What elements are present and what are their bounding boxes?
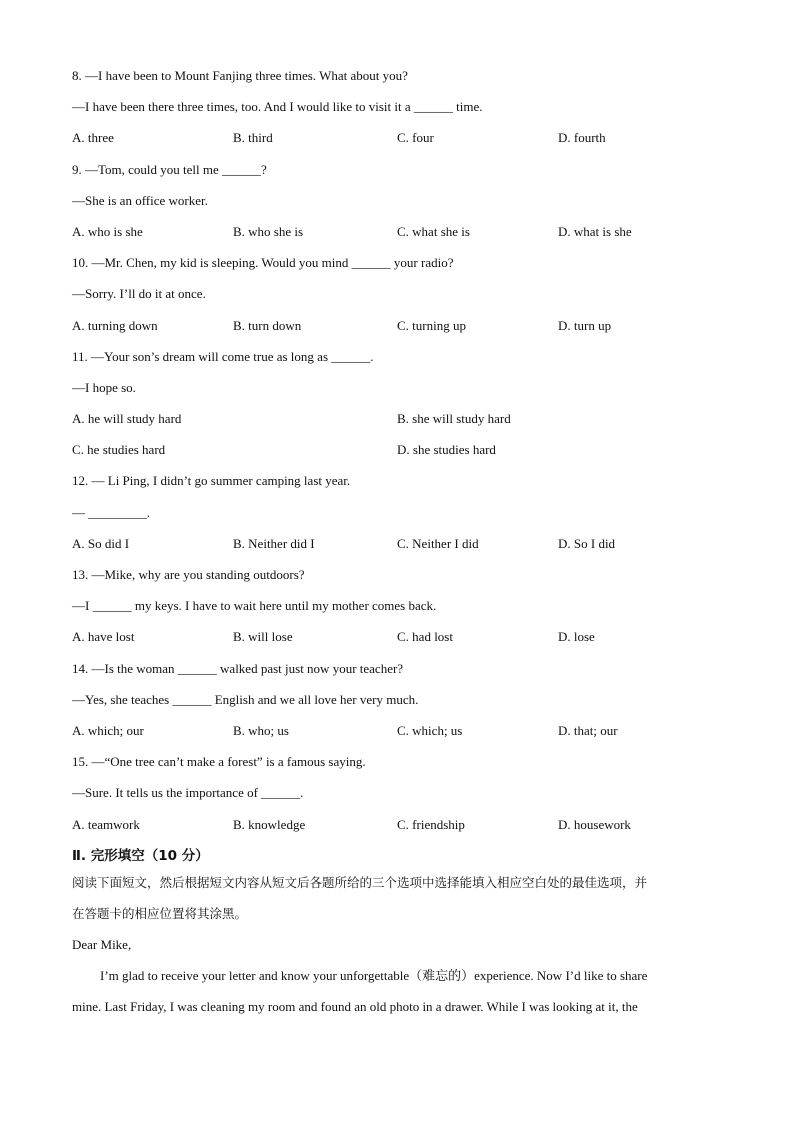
answer-option[interactable]: A. have lost [72,629,135,645]
options-row [72,220,722,251]
answer-option[interactable]: A. which; our [72,722,144,738]
section-instructions-line-1: 阅读下面短文，然后根据短文内容从短文后各题所给的三个选项中选择能填入相应空白处的最佳选项，并 [72,874,648,890]
answer-option[interactable]: D. fourth [558,130,606,146]
section-title: Ⅱ. 完形填空（10 分） [72,847,209,864]
options-row [72,126,722,157]
section-instructions-line-2: 在答题卡的相应位置将其涂黑。 [72,905,248,921]
question-response: —I hope so. [72,379,136,395]
answer-option[interactable]: A. So did I [72,535,130,551]
options-row [72,813,722,844]
options-row [72,532,722,563]
question-response: —Sure. It tells us the importance of ______. [72,785,304,801]
question-prompt: 15. —“One tree can’t make a forest” is a famous saying. [72,754,366,770]
options-row [72,407,722,438]
options-row [72,314,722,345]
answer-option[interactable]: D. turn up [558,317,612,333]
answer-option[interactable]: A. who is she [72,223,143,239]
answer-option[interactable]: A. three [72,130,114,146]
question-response: —Sorry. I’ll do it at once. [72,286,206,302]
options-row [72,719,722,750]
answer-option[interactable]: A. turning down [72,317,158,333]
options-row [72,438,722,469]
letter-line-1: I’m glad to receive your letter and know your unforgettable（难忘的）experience. Now I’d like to share [100,968,648,984]
question-prompt: 12. — Li Ping, I didn’t go summer camping last year. [72,473,351,489]
answer-option[interactable]: B. will lose [233,629,293,645]
answer-option[interactable]: C. what she is [397,223,470,239]
question-item [72,750,722,844]
question-prompt: 8. —I have been to Mount Fanjing three times. What about you? [72,68,408,83]
answer-option[interactable]: C. which; us [397,722,463,738]
answer-option[interactable]: B. who she is [233,223,304,239]
answer-option[interactable]: B. she will study hard [397,411,511,427]
question-item [72,345,722,470]
question-item [72,469,722,563]
answer-option[interactable]: D. she studies hard [397,442,496,458]
answer-option[interactable]: B. who; us [233,722,289,738]
answer-option[interactable]: C. Neither I did [397,535,479,551]
letter-greeting: Dear Mike, [72,937,132,953]
answer-option[interactable]: C. turning up [397,317,466,333]
question-prompt: 9. —Tom, could you tell me ______? [72,161,267,177]
question-item [72,563,722,657]
question-item [72,251,722,345]
answer-option[interactable]: C. four [397,130,434,146]
question-prompt: 11. —Your son’s dream will come true as long as ______. [72,348,374,364]
question-prompt: 14. —Is the woman ______ walked past just now your teacher? [72,660,404,676]
question-item [72,158,722,252]
answer-option[interactable]: C. friendship [397,816,465,832]
answer-option[interactable]: D. housework [558,816,631,832]
answer-option[interactable]: D. that; our [558,722,618,738]
answer-option[interactable]: B. third [233,130,273,146]
question-response: — _________. [72,504,150,520]
answer-option[interactable]: D. what is she [558,223,632,239]
answer-option[interactable]: C. had lost [397,629,453,645]
options-row [72,625,722,656]
question-list [72,64,722,844]
question-prompt: 13. —Mike, why are you standing outdoors? [72,567,305,582]
question-item [72,657,722,751]
question-response: —She is an office worker. [72,192,208,208]
answer-option[interactable]: B. Neither did I [233,535,315,551]
answer-option[interactable]: B. turn down [233,317,302,333]
question-item [72,64,722,158]
letter-line-2: mine. Last Friday, I was cleaning my room and found an old photo in a drawer. While I was looking at it, the [72,999,638,1015]
question-prompt: 10. —Mr. Chen, my kid is sleeping. Would you mind ______ your radio? [72,255,454,271]
answer-option[interactable]: C. he studies hard [72,442,166,458]
answer-option[interactable]: A. he will study hard [72,411,182,427]
question-response: —I have been there three times, too. And I would like to visit it a ______ time. [72,99,483,115]
answer-option[interactable]: D. So I did [558,535,616,551]
question-response: —I ______ my keys. I have to wait here until my mother comes back. [72,598,437,614]
answer-option[interactable]: B. knowledge [233,816,306,832]
exam-page [72,64,722,1027]
answer-option[interactable]: D. lose [558,629,595,645]
question-response: —Yes, she teaches ______ English and we all love her very much. [72,691,419,707]
answer-option[interactable]: A. teamwork [72,816,140,832]
